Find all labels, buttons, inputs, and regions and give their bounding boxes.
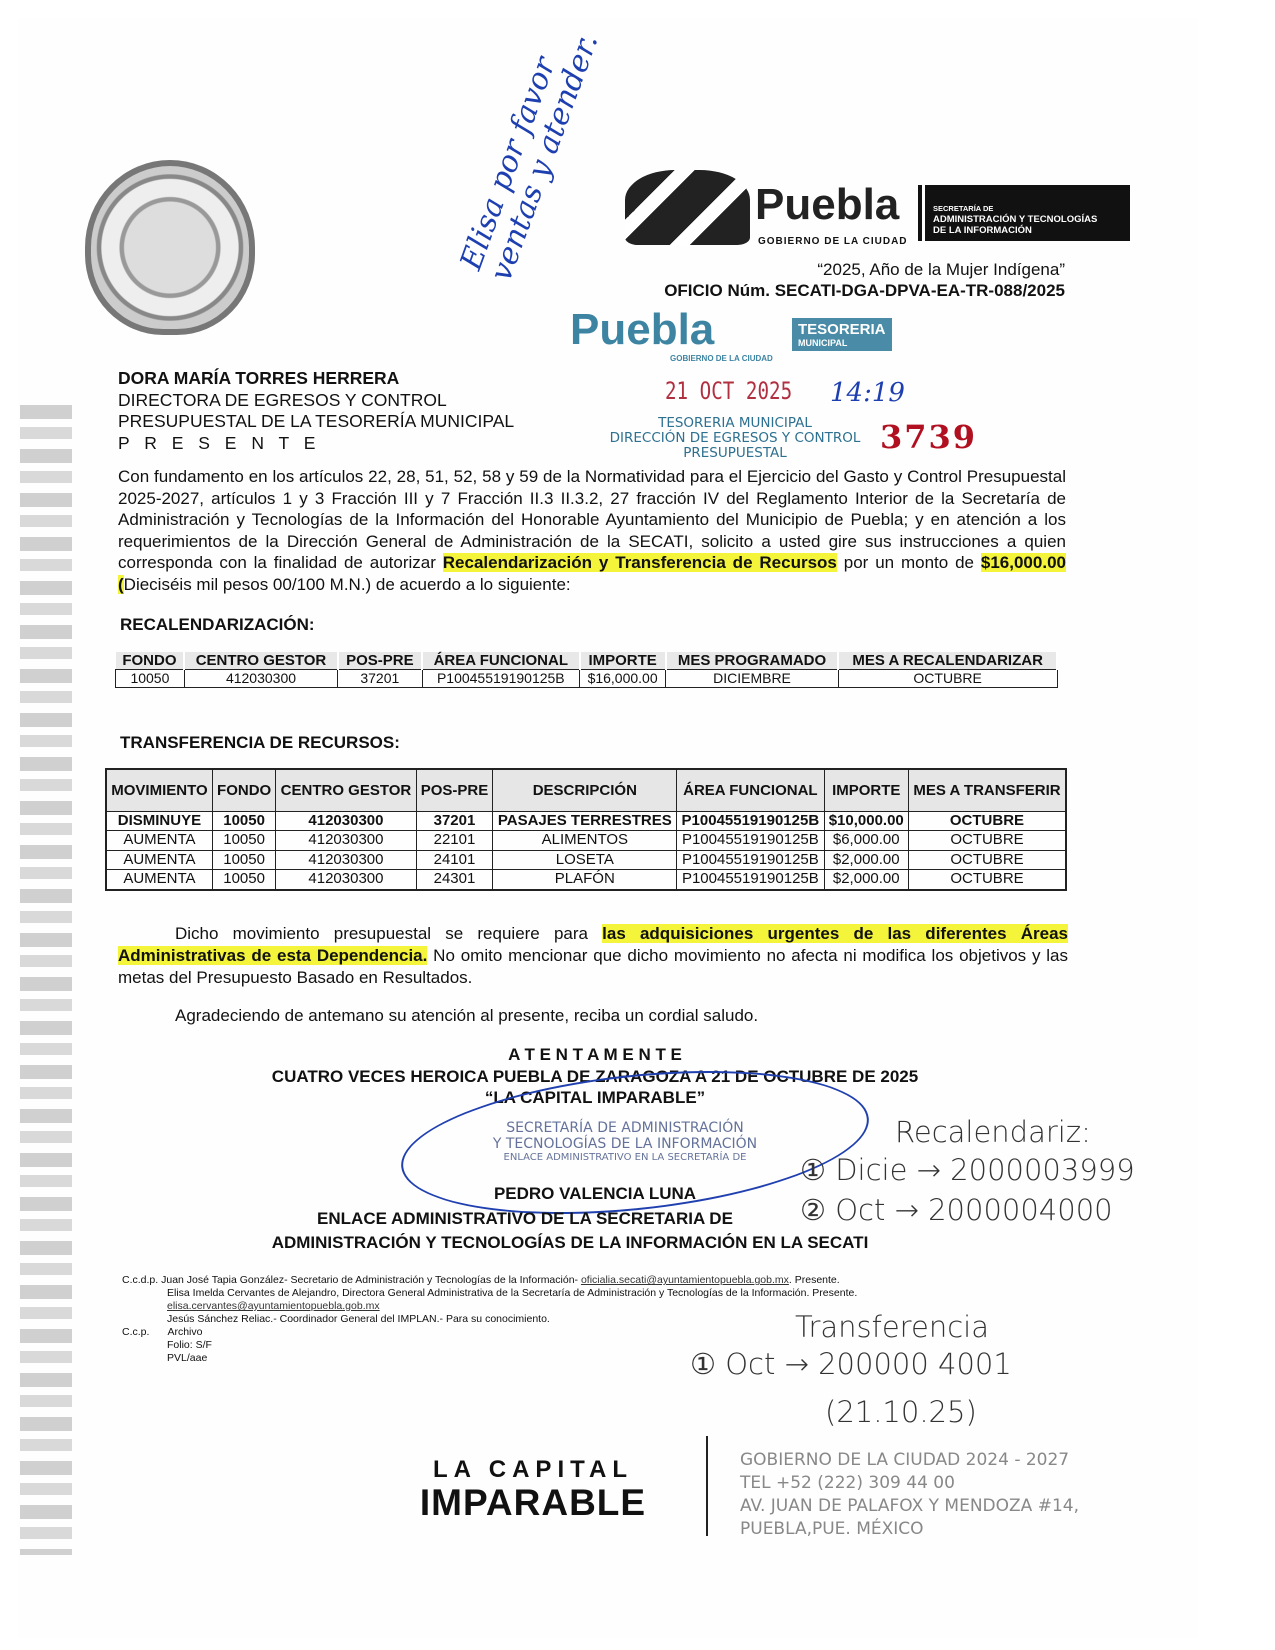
column-header: POS-PRE bbox=[338, 652, 422, 670]
footer-logo bbox=[388, 1456, 678, 1524]
tesoreria-stamp-text bbox=[600, 416, 870, 461]
handwritten-recal-title: Recalendariz: bbox=[895, 1115, 1091, 1149]
table-row bbox=[106, 831, 1066, 851]
text: No omito mencionar que dicho movimiento no afecta ni modifica los objetivos y las metas del Presupuesto Basado en Resultados. bbox=[118, 946, 1069, 987]
table-cell: PLAFÓN bbox=[493, 870, 677, 890]
table-cell: OCTUBRE bbox=[908, 811, 1066, 831]
cc-text: PVL/aae bbox=[167, 1352, 208, 1364]
decorative-border bbox=[20, 405, 72, 1555]
column-header: ÁREA FUNCIONAL bbox=[677, 769, 824, 811]
table-cell: OCTUBRE bbox=[908, 850, 1066, 870]
cc-text: Archivo bbox=[167, 1326, 203, 1338]
year-motto: “2025, Año de la Mujer Indígena” bbox=[817, 260, 1065, 279]
table-cell: 24301 bbox=[416, 870, 493, 890]
footer-logo-line1: LA CAPITAL bbox=[433, 1456, 633, 1483]
table-cell: 412030300 bbox=[276, 811, 416, 831]
table-cell: DICIEMBRE bbox=[666, 670, 839, 688]
secbox-line: SECRETARÍA DE bbox=[933, 204, 994, 213]
column-header: DESCRIPCIÓN bbox=[493, 769, 677, 811]
footer-divider bbox=[706, 1436, 708, 1536]
signer-name: PEDRO VALENCIA LUNA bbox=[493, 1184, 697, 1203]
body-paragraph-2 bbox=[118, 923, 1068, 989]
cc-text: Folio: S/F bbox=[167, 1339, 212, 1351]
table-cell: $10,000.00 bbox=[824, 811, 908, 831]
column-header: FONDO bbox=[212, 769, 275, 811]
table-cell: 412030300 bbox=[276, 831, 416, 851]
table-cell: 37201 bbox=[416, 811, 493, 831]
column-header: IMPORTE bbox=[580, 652, 666, 670]
table-row bbox=[106, 850, 1066, 870]
table-cell: AUMENTA bbox=[106, 831, 212, 851]
handwritten-note: Elisa por favor ventas y atender. bbox=[453, 29, 606, 286]
secretaria-box bbox=[922, 185, 1130, 241]
stamp-box bbox=[792, 318, 892, 351]
table-cell: $16,000.00 bbox=[580, 670, 666, 688]
column-header: IMPORTE bbox=[824, 769, 908, 811]
oficio-number: OFICIO Núm. SECATI-DGA-DPVA-EA-TR-088/2025 bbox=[664, 281, 1065, 300]
handwritten-trans-date: (21.10.25) bbox=[825, 1395, 977, 1429]
column-header: MES PROGRAMADO bbox=[666, 652, 839, 670]
cc-email-link[interactable]: elisa.cervantes@ayuntamientopuebla.gob.mx bbox=[167, 1300, 380, 1312]
logo-mark-icon bbox=[625, 170, 750, 245]
slogan: “LA CAPITAL IMPARABLE” bbox=[484, 1088, 706, 1107]
highlight: las adquisiciones urgentes de las diferentes Áreas Administrativas de esta Dependencia. bbox=[118, 924, 1068, 965]
table-row bbox=[106, 811, 1066, 831]
stamp-gob: GOBIERNO DE LA CIUDAD bbox=[670, 354, 773, 363]
table-cell: $2,000.00 bbox=[824, 850, 908, 870]
text: Con fundamento en los artículos 22, 28, 51, 52, 58 y 59 de la Normatividad para el Ejercicio del Gasto y Control Presupuestal 2025-2027, artículos 1 y 3 Fracción III y 7 Fracción II.3 II.3.2, 27 fracción IV del Reglamento Interior de la Secretaría de Administración y Tecnologías de la Información del Honorable Ayuntamiento del Municipio de Puebla; y en atención a los requerimientos de la Dirección General de Administración de la SECATI, solicito a usted gire sus instrucciones a quien corresponda con la finalidad de autorizar bbox=[118, 467, 1066, 573]
puebla-logo bbox=[625, 170, 925, 250]
column-header: MOVIMIENTO bbox=[106, 769, 212, 811]
table-cell: ALIMENTOS bbox=[493, 831, 677, 851]
presente: P R E S E N T E bbox=[118, 432, 321, 453]
stamp-line: TESORERIA MUNICIPAL bbox=[658, 415, 812, 431]
footer-info bbox=[740, 1449, 1079, 1541]
column-header: CENTRO GESTOR bbox=[184, 652, 337, 670]
cc-label: C.c.d.p. bbox=[122, 1274, 159, 1286]
table-cell: OCTUBRE bbox=[838, 670, 1057, 688]
cc-email-link[interactable]: oficialia.secati@ayuntamientopuebla.gob.mx bbox=[580, 1274, 789, 1286]
table-cell: OCTUBRE bbox=[908, 831, 1066, 851]
stamp-box-sub: MUNICIPAL bbox=[798, 338, 848, 348]
logo-word: Puebla bbox=[755, 180, 900, 229]
stamp-line: PRESUPUESTAL bbox=[683, 445, 787, 461]
table-row bbox=[106, 870, 1066, 890]
table-cell: P10045519190125B bbox=[677, 850, 824, 870]
cc-text: Jesús Sánchez Reliac.- Coordinador General del IMPLAN.- Para su conocimiento. bbox=[167, 1313, 550, 1325]
table-cell: OCTUBRE bbox=[908, 870, 1066, 890]
column-header: FONDO bbox=[116, 652, 185, 670]
table-cell: AUMENTA bbox=[106, 850, 212, 870]
table-cell: P10045519190125B bbox=[677, 831, 824, 851]
table-cell: AUMENTA bbox=[106, 870, 212, 890]
closing: Agradeciendo de antemano su atención al presente, reciba un cordial saludo. bbox=[175, 1006, 759, 1025]
amount-highlight: $16,000.00 ( bbox=[118, 553, 1066, 594]
table-cell: 22101 bbox=[416, 831, 493, 851]
table-cell: 24101 bbox=[416, 850, 493, 870]
table-cell: 10050 bbox=[116, 670, 185, 688]
text: por un monto de bbox=[836, 553, 981, 573]
table-cell: 412030300 bbox=[276, 850, 416, 870]
table-cell: 10050 bbox=[212, 870, 275, 890]
footer-address: PUEBLA,PUE. MÉXICO bbox=[740, 1519, 924, 1539]
addressee-title: PRESUPUESTAL DE LA TESORERÍA MUNICIPAL bbox=[118, 411, 515, 431]
stamp-line: SECRETARÍA DE ADMINISTRACIÓN bbox=[506, 1120, 744, 1136]
cc-text: . Presente. bbox=[788, 1274, 840, 1286]
tesoreria-stamp bbox=[570, 306, 895, 368]
table-cell: $6,000.00 bbox=[824, 831, 908, 851]
footer-address: AV. JUAN DE PALAFOX Y MENDOZA #14, bbox=[740, 1496, 1079, 1516]
cc-text: Elisa Imelda Cervantes de Alejandro, Directora General Administrativa de la Secretaría de Administración y Tecnologías de la Información. Presente. bbox=[167, 1287, 858, 1299]
transfer-table bbox=[105, 768, 1067, 891]
stamp-box-text: TESORERIA bbox=[798, 321, 886, 338]
stamp-line: Y TECNOLOGÍAS DE LA INFORMACIÓN bbox=[492, 1136, 758, 1152]
table-cell: LOSETA bbox=[493, 850, 677, 870]
stamp-line: ENLACE ADMINISTRATIVO EN LA SECRETARÍA DE bbox=[503, 1152, 747, 1163]
handwritten-trans-title: Transferencia bbox=[795, 1310, 989, 1344]
text: Dicho movimiento presupuestal se requiere para bbox=[175, 924, 603, 943]
table-cell: $2,000.00 bbox=[824, 870, 908, 890]
column-header: MES A TRANSFERIR bbox=[908, 769, 1066, 811]
cc-label: C.c.p. bbox=[122, 1326, 150, 1338]
table-cell: 412030300 bbox=[184, 670, 337, 688]
table-cell: 10050 bbox=[212, 831, 275, 851]
body-paragraph-1 bbox=[118, 466, 1066, 596]
signer-title: ADMINISTRACIÓN Y TECNOLOGÍAS DE LA INFORMACIÓN EN LA SECATI bbox=[271, 1233, 869, 1252]
recal-table bbox=[115, 652, 1058, 688]
signature-stamp bbox=[460, 1120, 790, 1163]
table-cell: 412030300 bbox=[276, 870, 416, 890]
highlight: Recalendarización y Transferencia de Recursos bbox=[442, 553, 837, 573]
text: Dieciséis mil pesos 00/100 M.N.) de acuerdo a lo siguiente: bbox=[123, 574, 571, 594]
table-cell: P10045519190125B bbox=[422, 670, 579, 688]
addressee bbox=[118, 368, 514, 454]
recal-title: RECALENDARIZACIÓN: bbox=[120, 615, 315, 634]
logo-subtitle: GOBIERNO DE LA CIUDAD bbox=[758, 236, 908, 247]
table-cell: P10045519190125B bbox=[677, 870, 824, 890]
copies-list bbox=[122, 1274, 952, 1365]
received-date-stamp: 21 OCT 2025 bbox=[665, 377, 793, 405]
stamp-line: DIRECCIÓN DE EGRESOS Y CONTROL bbox=[609, 430, 861, 446]
table-cell: PASAJES TERRESTRES bbox=[493, 811, 677, 831]
table-cell: P10045519190125B bbox=[677, 811, 824, 831]
column-header: CENTRO GESTOR bbox=[276, 769, 416, 811]
footer-logo-line2: IMPARABLE bbox=[419, 1482, 647, 1523]
handwritten-recal-1: ① Dicie → 2000003999 bbox=[800, 1153, 1135, 1187]
table-cell: 10050 bbox=[212, 850, 275, 870]
secbox-line: DE LA INFORMACIÓN bbox=[933, 225, 1032, 236]
stamp-logo: Puebla bbox=[570, 305, 715, 354]
addressee-name: DORA MARÍA TORRES HERRERA bbox=[118, 368, 400, 388]
table-cell: DISMINUYE bbox=[106, 811, 212, 831]
column-header: ÁREA FUNCIONAL bbox=[422, 652, 579, 670]
footer-line: GOBIERNO DE LA CIUDAD 2024 - 2027 bbox=[740, 1450, 1070, 1470]
city-date: CUATRO VECES HEROICA PUEBLA DE ZARAGOZA A 21 DE OCTUBRE DE 2025 bbox=[271, 1067, 919, 1086]
addressee-title: DIRECTORA DE EGRESOS Y CONTROL bbox=[118, 389, 447, 410]
column-header: POS-PRE bbox=[416, 769, 493, 811]
table-cell: 10050 bbox=[212, 811, 275, 831]
handwritten-trans-1: ① Oct → 200000 4001 bbox=[690, 1347, 1012, 1381]
cc-text: Juan José Tapia González- Secretario de Administración y Tecnologías de la Información- bbox=[161, 1274, 581, 1286]
municipal-seal bbox=[85, 160, 255, 335]
signer-title: ENLACE ADMINISTRATIVO DE LA SECRETARIA DE bbox=[317, 1209, 733, 1228]
column-header: MES A RECALENDARIZAR bbox=[838, 652, 1057, 670]
atentamente: A T E N T A M E N T E bbox=[508, 1045, 682, 1064]
footer-phone: TEL +52 (222) 309 44 00 bbox=[740, 1473, 955, 1493]
secbox-line: ADMINISTRACIÓN Y TECNOLOGÍAS bbox=[933, 214, 1098, 225]
handwritten-recal-2: ② Oct → 2000004000 bbox=[800, 1193, 1113, 1227]
transfer-title: TRANSFERENCIA DE RECURSOS: bbox=[120, 733, 400, 752]
folio-number: 3739 bbox=[880, 418, 978, 456]
table-row bbox=[116, 670, 1058, 688]
table-cell: 37201 bbox=[338, 670, 422, 688]
received-time: 14:19 bbox=[830, 378, 905, 408]
